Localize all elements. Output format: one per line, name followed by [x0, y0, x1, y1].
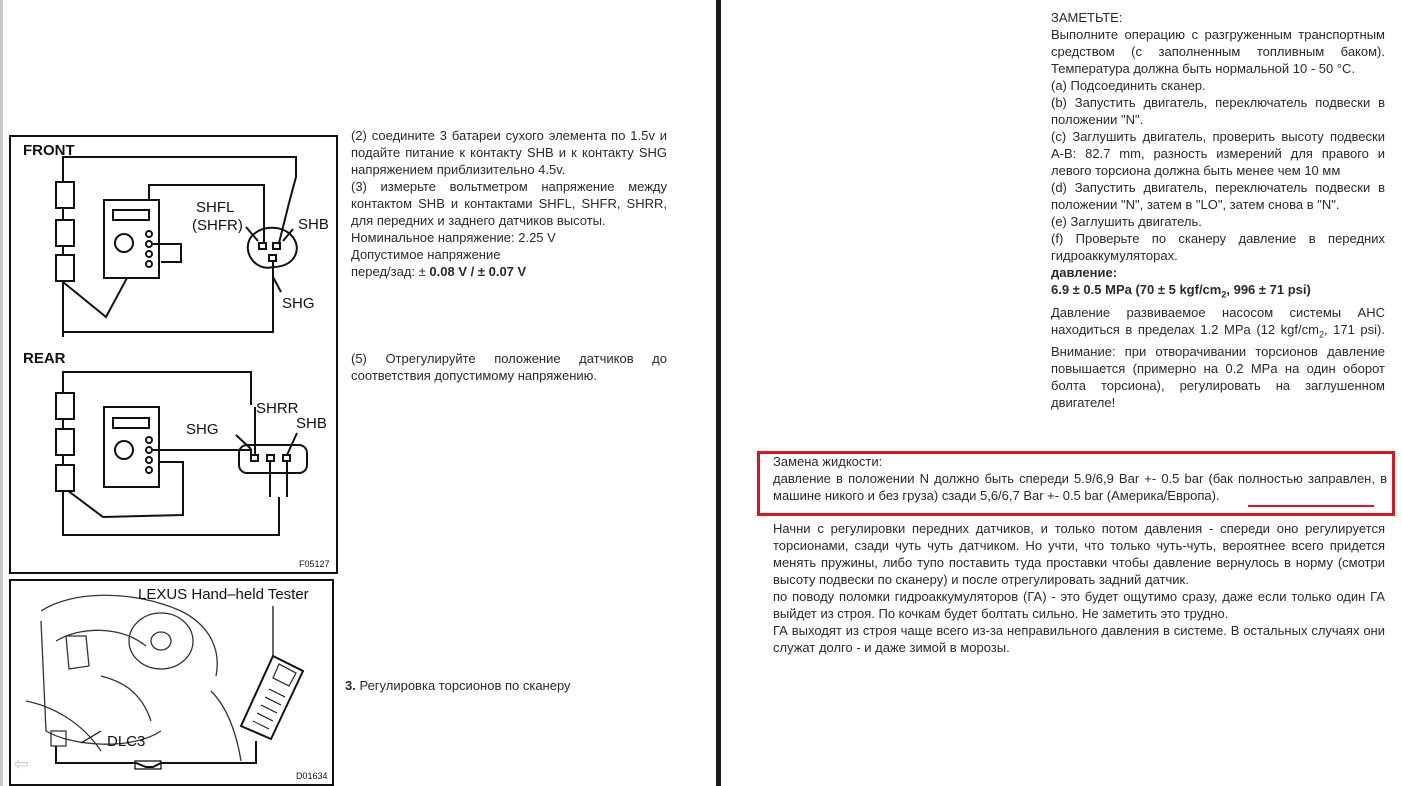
tolerance-values — [351, 263, 667, 280]
sensor-wiring-diagram — [11, 137, 336, 572]
comment-2: по поводу поломки гидроаккумуляторов (ГА) - это будет ощутимо сразу, даже если только один ГА выйдет из строя. По кочкам будет болтать сильно. Не заметить это трудно. — [773, 589, 1385, 621]
note-line-a: (a) Подсоединить сканер. — [1051, 78, 1206, 93]
shrr-label: SHRR — [256, 400, 299, 417]
shb-label-front: SHB — [298, 216, 329, 233]
shg-label-front: SHG — [282, 295, 315, 312]
step-3-heading — [345, 677, 665, 694]
note-line-b: (b) Запустить двигатель, переключатель подвески в положении "N". — [1051, 95, 1385, 127]
note-line-e: (e) Заглушить двигатель. — [1051, 214, 1202, 229]
figure-code-bottom: D01634 — [296, 771, 328, 781]
ahc-note — [1051, 304, 1385, 412]
comments-block — [773, 520, 1385, 656]
shfr-label: (SHFR) — [192, 217, 243, 234]
pressure-label: давление: — [1051, 265, 1118, 280]
figure-code-top: F05127 — [299, 559, 330, 569]
step-3-number: 3. — [345, 678, 356, 693]
pressure-unit-sub: 2 — [1221, 289, 1227, 300]
ahc-unit-sub: 2 — [1318, 329, 1324, 340]
shg-label-rear: SHG — [186, 421, 219, 438]
note-block — [1051, 9, 1385, 411]
nominal-voltage: Номинальное напряжение: 2.25 V — [351, 230, 556, 245]
note-title: ЗАМЕТЬТЕ: — [1051, 10, 1123, 25]
region-underline — [1248, 505, 1374, 507]
shb-label-rear: SHB — [296, 415, 327, 432]
note-line-d: (d) Запустить двигатель, переключатель подвески в положении "N", затем в "LO", затем снова в "N". — [1051, 180, 1385, 212]
comment-3: ГА выходят из строя чаще всего из-за неправильного давления в системе. В остальных случаях они служат долго - и даже зимой в морозы. — [773, 623, 1385, 655]
tester-figure — [9, 579, 334, 786]
step-5-text: (5) Отрегулируйте положение датчиков до соответствия допустимому напряжению. — [351, 351, 667, 383]
tolerance-rear: 0.07 V — [488, 264, 527, 279]
fluid-text — [773, 470, 1387, 504]
page-edge-left — [0, 0, 3, 786]
tolerance-prefix: перед/зад: ± — [351, 264, 426, 279]
front-label: FRONT — [23, 142, 75, 159]
tolerance-heading: Допустимое напряжение — [351, 247, 501, 262]
comment-1: Начни с регулировки передних датчиков, и только потом давления - спереди оно регулируется торсионами, сзади чуть чуть датчиком. Но учти, что только чуть-чуть, вероятнее всего придется менять пружины, либо тупо поставить туда проставки чтобы давление вернулось в норму (смотри высоту подвески по сканеру) и после отрегулировать задний датчик. — [773, 521, 1385, 587]
step-3-text: (3) измерьте вольтметром напряжение между контактом SHB и контактами SHFL, SHFR, SHRR, для передних и заднего датчиков высоты. — [351, 179, 667, 228]
pressure-value — [1051, 281, 1385, 304]
fluid-text-end: ). — [1211, 488, 1220, 503]
fluid-title: Замена жидкости: — [773, 454, 883, 469]
rear-label: REAR — [23, 350, 66, 367]
step-3-title: Регулировка торсионов по сканеру — [359, 678, 571, 693]
tolerance-slash: / ± — [467, 264, 485, 279]
page-divider — [716, 0, 721, 786]
pressure-value-main: 6.9 ± 0.5 MPa (70 ± 5 kgf/cm — [1051, 282, 1222, 297]
step-2-text: (2) соедините 3 батареи сухого элемента по 1.5v и подайте питание к контакту SHB и к контакту SHG напряжением приблизительно 4.5v. — [351, 128, 667, 177]
note-line-1: Выполните операцию с разгруженным транспортным средством (с заполненным топливным баком). Температура должна быть нормальной 10 - 50 °С. — [1051, 27, 1385, 76]
shfl-label: SHFL — [196, 199, 235, 216]
fluid-region-highlight: Америка/Европа — [1111, 488, 1212, 503]
ahc-note-main: Давление развиваемое насосом системы АНС находиться в пределах 1.2 MPa (12 kgf/cm — [1051, 304, 1385, 337]
dlc3-label: DLC3 — [107, 733, 146, 750]
tolerance-front: 0.08 V — [429, 264, 467, 279]
note-line-c: (c) Заглушить двигатель, проверить высоту подвески А-В: 82.7 mm, разность измерений для правого и левого торсиона должна быть менее чем 10 мм — [1051, 129, 1385, 178]
fluid-text-main: давление в положении N должно быть спереди 5.9/6,9 Bar +- 0.5 bar (бак полностью заправлен, в машине никого и без груза) сзади 5,6/6,7 Bar +- 0.5 bar ( — [773, 471, 1387, 503]
note-line-f: (f) Проверьте по сканеру давление в передних гидроаккумуляторах. — [1051, 231, 1385, 263]
fluid-replacement-block — [773, 453, 1387, 504]
tester-label: LEXUS Hand–held Tester — [138, 586, 309, 603]
tester-diagram — [11, 581, 332, 784]
sensor-wiring-figure — [9, 135, 338, 574]
pressure-value-rest: , 996 ± 71 psi) — [1226, 282, 1311, 297]
ahc-note-rest: , 171 psi). Внимание: при отворачивании торсионов давление повышается (примерно на 0.2 MPa на один оборот болта торсиона), регулировать на заглушенном двигателе! — [1051, 321, 1385, 411]
step-2-3-block — [351, 127, 667, 280]
back-arrow-icon[interactable]: ⇦ — [14, 754, 30, 774]
